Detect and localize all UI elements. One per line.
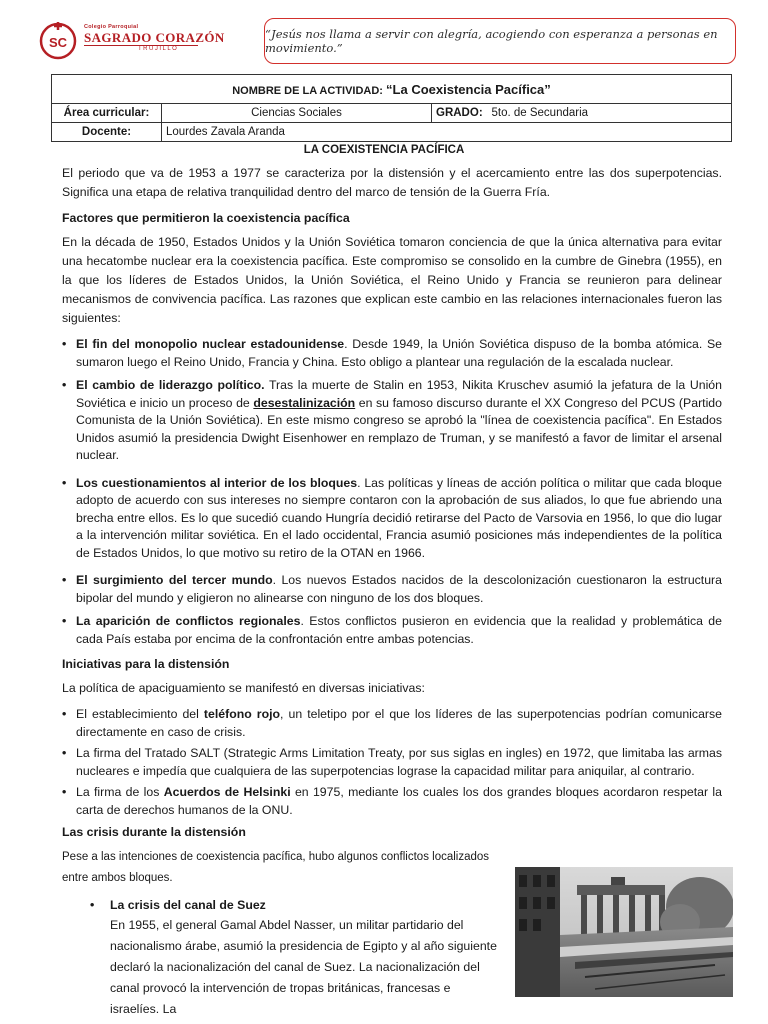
bullet-icon: •	[62, 337, 67, 351]
factors-heading: Factores que permitieron la coexistencia pacífica	[62, 211, 350, 225]
factors-list	[62, 336, 722, 648]
list-item: • La aparición de conflictos regionales. Estos conflictos pusieron en evidencia que la realidad y problemática de cada País estaba por encima de la confrontación entre ambas potencias.	[62, 614, 722, 646]
document-title: LA COEXISTENCIA PACÍFICA	[303, 144, 465, 156]
school-type: Colegio Parroquial	[84, 24, 139, 30]
initiatives-heading: Iniciativas para la distensión	[62, 657, 230, 671]
grado-value: 5to. de Secundaria	[488, 104, 732, 123]
motto-text: “Jesús nos llama a servir con alegría, acogiendo con esperanza a personas en movimiento.”	[265, 27, 718, 55]
docente-value: Lourdes Zavala Aranda	[162, 123, 732, 142]
bullet-icon: •	[90, 898, 95, 912]
crisis-heading: Las crisis durante la distensión	[62, 825, 246, 839]
logo-initials: SC	[48, 35, 68, 50]
crisis-intro: Pese a las intenciones de coexistencia pacífica, hubo algunos conflictos localizados entre ambos bloques.	[62, 851, 490, 884]
docente-label: Docente:	[52, 123, 162, 142]
bullet-icon: •	[62, 573, 67, 587]
motto-box	[264, 18, 736, 64]
list-item: • El establecimiento del teléfono rojo, un teletipo por el que los líderes de las superpotencias podrían comunicarse directamente en caso de crisis.	[62, 707, 722, 739]
activity-cell: NOMBRE DE LA ACTIVIDAD: “La Coexistencia Pacífica”	[52, 75, 732, 104]
bullet-icon: •	[62, 614, 67, 628]
factors-intro: En la década de 1950, Estados Unidos y la Unión Soviética tomaron conciencia de que la única alternativa para evitar una hecatombe nuclear era la coexistencia pacífica. Este compromiso se consolido en la cumbre de Ginebra (1955), en la que los líderes de Estados Unidos, la Unión Soviética, el Reino Unido y Francia se reunieron para delinear mecanismos de convivencia pacífica. Las razones que explican este cambio en las relaciones internacionales fueron las siguientes:	[62, 235, 722, 325]
suez-title: La crisis del canal de Suez	[110, 898, 266, 912]
crisis-text	[62, 823, 502, 1020]
list-item: • El fin del monopolio nuclear estadounidense. Desde 1949, la Unión Soviética dispuso de la bomba atómica. Se sumaron luego el Reino Unido, Francia y China. Esto obligo a plantear una regulación de la escalada nuclear.	[62, 337, 722, 369]
school-name: SAGRADO CORAZÓN	[84, 30, 225, 45]
area-value: Ciencias Sociales	[162, 104, 432, 123]
school-city: TRUJILLO	[138, 46, 179, 52]
suez-text: En 1955, el general Gamal Abdel Nasser, un militar partidario del nacionalismo árabe, asumió la presidencia de Egipto y al año siguiente declaró la nacionalización del canal de Suez. La nacionalización del canal provocó la intervención de tropas británicas, francesas e israelíes. La	[110, 918, 497, 1016]
initiatives-list	[62, 706, 722, 819]
list-item: • Los cuestionamientos al interior de los bloques. Las políticas y líneas de acción política o militar que cada bloque adopto de acuerdo con sus intereses no siempre contaron con la aprobación de sus aliados, lo que fue abriendo una brecha entre ellos. Es lo que sucedió cuando Hungría decidió retirarse del Pacto de Varsovia en 1956, lo que dio lugar a la intervención militar soviética. En el lado occidental, Francia asumió posiciones más independientes de la política de Estados Unidos, lo que motivo su retiro de la OTAN en 1966.	[62, 475, 722, 560]
list-item: • La firma de los Acuerdos de Helsinki en 1975, mediante los cuales los dos grandes bloques acordaron respetar la carta de derechos humanos de la ONU.	[62, 785, 722, 817]
suez-item	[90, 896, 502, 1020]
activity-name: “La Coexistencia Pacífica”	[386, 81, 551, 97]
intro-paragraph: El periodo que va de 1953 a 1977 se caracteriza por la distensión y el acercamiento entre las dos superpotencias. Significa una etapa de relativa tranquilidad dentro del marco de tensión de la Guerra Fría.	[62, 166, 722, 199]
grado-label: GRADO	[436, 107, 479, 119]
initiatives-intro: La política de apaciguamiento se manifestó en diversas iniciativas:	[62, 681, 425, 695]
bullet-icon: •	[62, 707, 67, 721]
activity-label: NOMBRE DE LA ACTIVIDAD	[232, 84, 380, 97]
activity-info-table	[51, 74, 732, 142]
list-item: • El surgimiento del tercer mundo. Los nuevos Estados nacidos de la descolonización cuestionaron la estructura bipolar del mundo y eligieron no alinearse con ninguno de los dos bloques.	[62, 573, 722, 605]
bullet-icon: •	[62, 475, 67, 490]
bullet-icon: •	[62, 378, 67, 392]
bullet-icon: •	[62, 746, 67, 760]
list-item: • La firma del Tratado SALT (Strategic Arms Limitation Treaty, por sus siglas en ingles) en 1972, que limitaba las armas nucleares e impedía que cualquiera de las superpotencias lograse la capacidad militar para aniquilar, al contrario.	[62, 746, 722, 778]
historic-photo	[515, 867, 733, 997]
grado-label-cell: GRADO:	[432, 104, 488, 123]
bullet-icon: •	[62, 785, 67, 799]
list-item: • El cambio de liderazgo político. Tras la muerte de Stalin en 1953, Nikita Kruschev asumió la jefatura de la Unión Soviética e inicio un proceso de desestalinización en su famoso discurso durante el XX Congreso del PCUS (Partido Comunista de la Unión Soviética). En este mismo congreso se aprobó la "línea de coexistencia pacífica". En Estados Unidos asumió la presidencia Dwight Eisenhower en remplazo de Truman, y se manifestó a favor de limitar el arsenal nuclear.	[62, 378, 722, 462]
area-label: Área curricular:	[52, 104, 162, 123]
school-logo	[38, 20, 225, 60]
school-emblem-icon	[38, 20, 78, 60]
